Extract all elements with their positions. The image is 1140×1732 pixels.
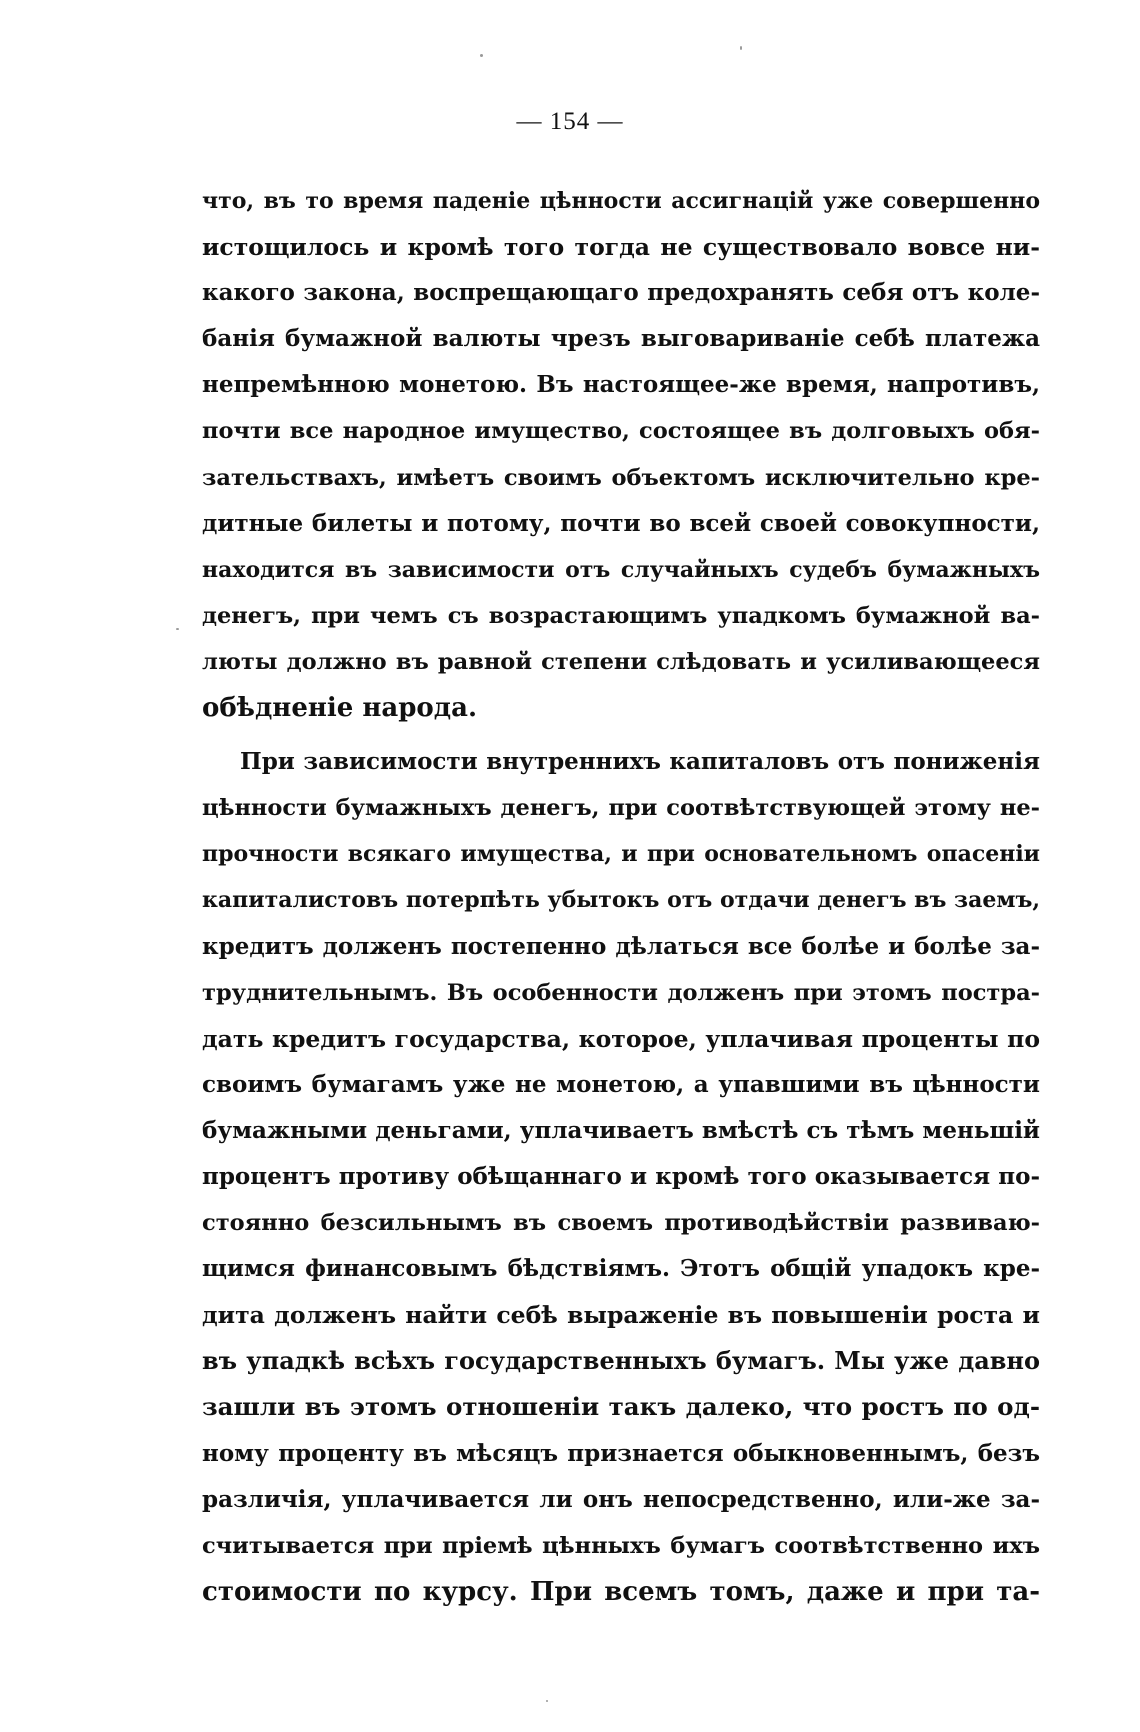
text-line: капиталистовъ потерпѣть убытокъ отъ отдачи денегъ въ заемъ, bbox=[202, 887, 1040, 914]
text-line: обѣдненіе народа. bbox=[202, 693, 477, 724]
text-line: непремѣнною монетою. Въ настоящее-же время, напротивъ, bbox=[202, 371, 1040, 399]
scan-speck bbox=[546, 1700, 548, 1702]
scan-speck bbox=[480, 54, 483, 57]
text-line: дать кредитъ государства, которое, уплачивая проценты по bbox=[202, 1024, 1040, 1053]
text-line: истощилось и кромѣ того тогда не существовало вовсе ни- bbox=[202, 233, 1040, 262]
text-line: почти все народное имущество, состоящее въ долговыхъ обя- bbox=[202, 418, 1040, 445]
text-line: щимся финансовымъ бѣдствіямъ. Этотъ общій упадокъ кре- bbox=[202, 1255, 1040, 1283]
text-line: считывается при пріемѣ цѣнныхъ бумагъ соотвѣтственно ихъ bbox=[202, 1532, 1040, 1559]
text-line: процентъ противу обѣщаннаго и кромѣ того оказывается по- bbox=[202, 1162, 1040, 1190]
text-line: люты должно въ равной степени слѣдовать и усиливающееся bbox=[202, 648, 1040, 675]
text-line: бумажными деньгами, уплачиваетъ вмѣстѣ съ тѣмъ меньшій bbox=[202, 1116, 1040, 1144]
paragraph-gap bbox=[202, 731, 1040, 739]
text-line: находится въ зависимости отъ случайныхъ судебъ бумажныхъ bbox=[202, 556, 1040, 583]
text-line: денегъ, при чемъ съ возрастающимъ упадкомъ бумажной ва- bbox=[202, 602, 1040, 629]
scan-speck bbox=[740, 46, 742, 50]
text-line: въ упадкѣ всѣхъ государственныхъ бумагъ. Мы уже давно bbox=[202, 1346, 1040, 1376]
text-line: банія бумажной валюты чрезъ выговариваніе себѣ платежа bbox=[202, 325, 1040, 353]
text-line: какого закона, воспрещающаго предохранять себя отъ коле- bbox=[202, 279, 1040, 307]
text-line: кредитъ долженъ постепенно дѣлаться все болѣе и болѣе за- bbox=[202, 932, 1040, 960]
text-line: труднительнымъ. Въ особенности долженъ при этомъ постра- bbox=[202, 979, 1040, 1006]
text-line: цѣнности бумажныхъ денегъ, при соотвѣтствующей этому не- bbox=[202, 795, 1040, 822]
text-line: При зависимости внутреннихъ капиталовъ отъ пониженія bbox=[240, 748, 1040, 776]
page-number: — 154 — bbox=[516, 108, 624, 135]
scan-speck bbox=[176, 628, 179, 630]
text-line: ному проценту въ мѣсяцъ признается обыкновеннымъ, безъ bbox=[202, 1439, 1040, 1467]
text-line: стоимости по курсу. При всемъ томъ, даже и при та- bbox=[202, 1576, 1040, 1607]
text-line: зательствахъ, имѣетъ своимъ объектомъ исключительно кре- bbox=[202, 464, 1040, 491]
text-line: стоянно безсильнымъ въ своемъ противодѣйствіи развиваю- bbox=[202, 1210, 1040, 1237]
text-line: дита долженъ найти себѣ выраженіе въ повышеніи роста и bbox=[202, 1301, 1040, 1330]
text-line: своимъ бумагамъ уже не монетою, а упавшими въ цѣнности bbox=[202, 1070, 1040, 1098]
text-line: зашли въ этомъ отношеніи такъ далеко, что ростъ по од- bbox=[202, 1392, 1040, 1422]
text-line: прочности всякаго имущества, и при основательномъ опасеніи bbox=[202, 841, 1040, 868]
text-line: что, въ то время паденіе цѣнности ассигнацій уже совершенно bbox=[202, 188, 1040, 214]
body-text bbox=[202, 178, 1040, 1615]
text-line: различія, уплачивается ли онъ непосредственно, или-же за- bbox=[202, 1485, 1040, 1513]
text-line: дитные билеты и потому, почти во всей своей совокупности, bbox=[202, 509, 1040, 537]
